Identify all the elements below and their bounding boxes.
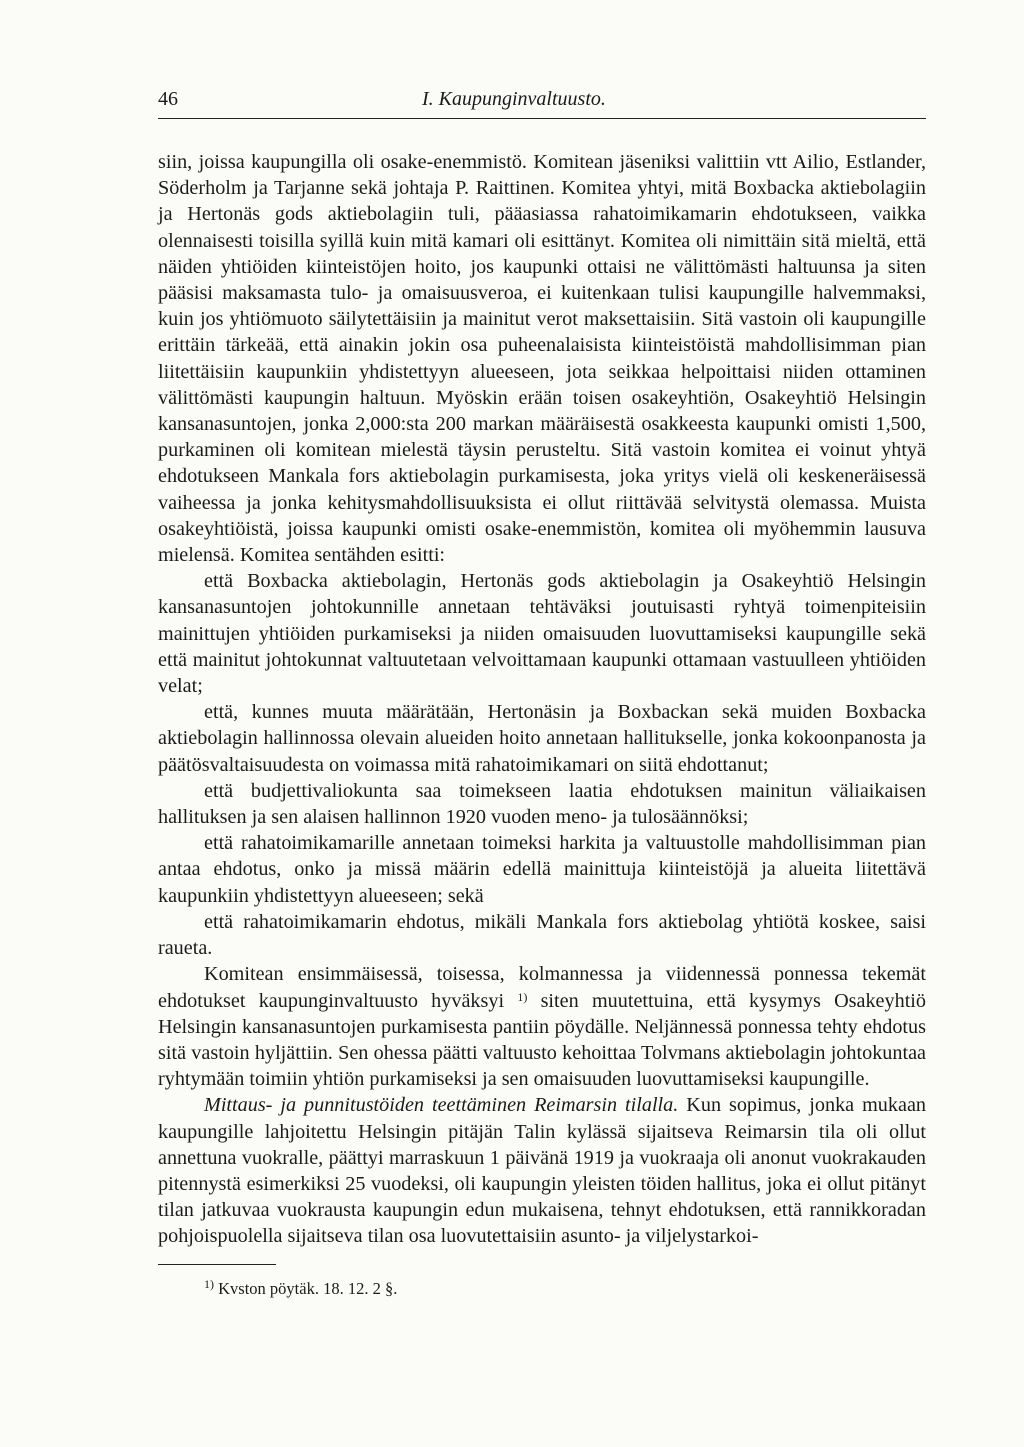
paragraph-text: siten muutettuina, että kysymys Osakeyhtiö Helsingin kansanasuntojen purkamisesta pantiin pöydälle. Neljännessä ponnessa tehty ehdotus sitä vastoin hyljättiin. Sen ohessa päätti valtuusto kehoittaa Tolvmans aktiebolagin johtokuntaa ryhtymään toimiin yhtiön purkamiseksi ja sen omaisuuden luovuttamiseksi kaupungille. [158,989,927,1091]
paragraph: että rahatoimikamarille annetaan toimeksi harkita ja valtuustolle mahdollisimman pian antaa ehdotus, onko ja missä määrin edellä mainittuja kiinteistöjä ja alueita liitettävä kaupunkiin yhdistettyyn alueeseen; sekä [158,832,926,907]
paragraph: siin, joissa kaupungilla oli osake-enemmistö. Komitean jäseniksi valittiin vtt Ailio, Estlander, Söderholm ja Tarjanne sekä johtaja P. Raittinen. Komitea yhtyi, mitä Boxbacka aktiebolagiin ja Hertonäs gods aktiebolagiin tuli, pääasiassa rahatoimikamarin ehdotukseen, vaikka olennaisesti toisilla syillä kuin mitä kamari oli esittänyt. Komitea oli nimittäin sitä mieltä, että näiden yhtiöiden kiinteistöjen hoito, jos kaupunki ottaisi ne välittömästi haltuunsa ja siten pääsisi maksamasta tulo- ja omaisuusveroa, ei kuitenkaan tulisi kaupungille halvemmaksi, kuin jos yhtiömuoto säilytettäisiin ja mainitut verot maksettaisiin. Sitä vastoin oli kaupungille erittäin tärkeää, että ainakin jokin osa puheenalaisista kiinteistöistä mahdollisimman pian liitettäisiin kaupunkiin yhdistettyyn alueeseen, jota seikkaa helpoittaisi niiden ottaminen välittömästi kaupungin haltuun. Myöskin erään toisen osakeyhtiön, Osakeyhtiö Helsingin kansanasuntojen, jonka 2,000:sta 200 markan määräisestä osakkeesta kaupunki omisti 1,500, purkaminen oli komitean mielestä täysin perusteltu. Sitä vastoin komitea ei voinut yhtyä ehdotukseen Mankala fors aktiebolagin purkamisesta, joka yritys vielä oli keskeneräisessä vaiheessa ja jonka kehitysmahdollisuuksista ei ollut riittävää selvitystä olemassa. Muista osakeyhtiöistä, joissa kaupunki omisti osake-enemmistön, komitea oli myöhemmin lausuva mielensä. Komitea sentähden esitti: [158,151,926,567]
page-number: 46 [158,88,178,110]
paragraph: että Boxbacka aktiebolagin, Hertonäs gods aktiebolagin ja Osakeyhtiö Helsingin kansanasuntojen johtokunnille annetaan tehtäväksi joutuisasti ryhtyä toimenpiteisiin mainittujen yhtiöiden purkamiseksi ja niiden omaisuuden luovuttamiseksi kaupungille sekä että mainitut johtokunnat valtuutetaan velvoittamaan kaupunki ottamaan vastuulleen yhtiöiden velat; [158,570,926,698]
paragraph: että rahatoimikamarin ehdotus, mikäli Mankala fors aktiebolag yhtiötä koskee, saisi raueta. [158,910,926,960]
page-header [158,84,926,119]
footnote [204,1276,926,1299]
footnote-divider [158,1264,276,1265]
document-page [158,84,926,1299]
running-title: I. Kaupunginvaltuusto. [422,88,606,110]
paragraph: että, kunnes muuta määrätään, Hertonäsin ja Boxbackan sekä muiden Boxbacka aktiebolagin hallinnossa olevain alueiden hoito annetaan hallitukselle, jonka kokoonpanosta ja päätösvaltaisuudesta on voimassa mitä rahatoimikamari on siitä ehdottanut; [158,701,926,776]
paragraph-text: Kun sopimus, jonka mukaan kaupungille lahjoitettu Helsingin pitäjän Talin kylässä sijaitseva Reimarsin tila oli ollut annettuna vuokralle, päättyi marraskuun 1 päivänä 1919 ja vuokraaja oli anonut vuokrakauden pitennystä esimerkiksi 25 vuodeksi, oli kaupungin yleisten töiden hallitus, joka ei ollut pitänyt tilan jatkuvaa vuokrausta kaupungin edun mukaisena, tehnyt ehdotuksen, että rannikkoradan pohjoispuolella sijaitseva tilan osa luovutettaisiin asunto- ja viljelystarkoi- [158,1094,926,1248]
footnote-text: Kvston pöytäk. 18. 12. 2 §. [218,1278,398,1298]
paragraph-text: Komitean ensimmäisessä, toisessa, kolmannessa ja viidennessä ponnessa tekemät ehdotukset kaupunginvaltuusto hyväksyi [158,963,926,1012]
section-heading: Mittaus- ja punnitustöiden teettäminen Reimarsin tilalla. [204,1094,679,1117]
footnote-reference: 1) [517,989,528,1004]
footnote-marker: 1) [204,1276,214,1291]
paragraph [158,961,926,1092]
body-text [158,149,926,1250]
paragraph: että budjettivaliokunta saa toimekseen laatia ehdotuksen mainitun väliaikaisen hallituksen ja sen alaisen hallinnon 1920 vuoden meno- ja tulosäännöksi; [158,779,926,829]
paragraph [158,1092,926,1249]
